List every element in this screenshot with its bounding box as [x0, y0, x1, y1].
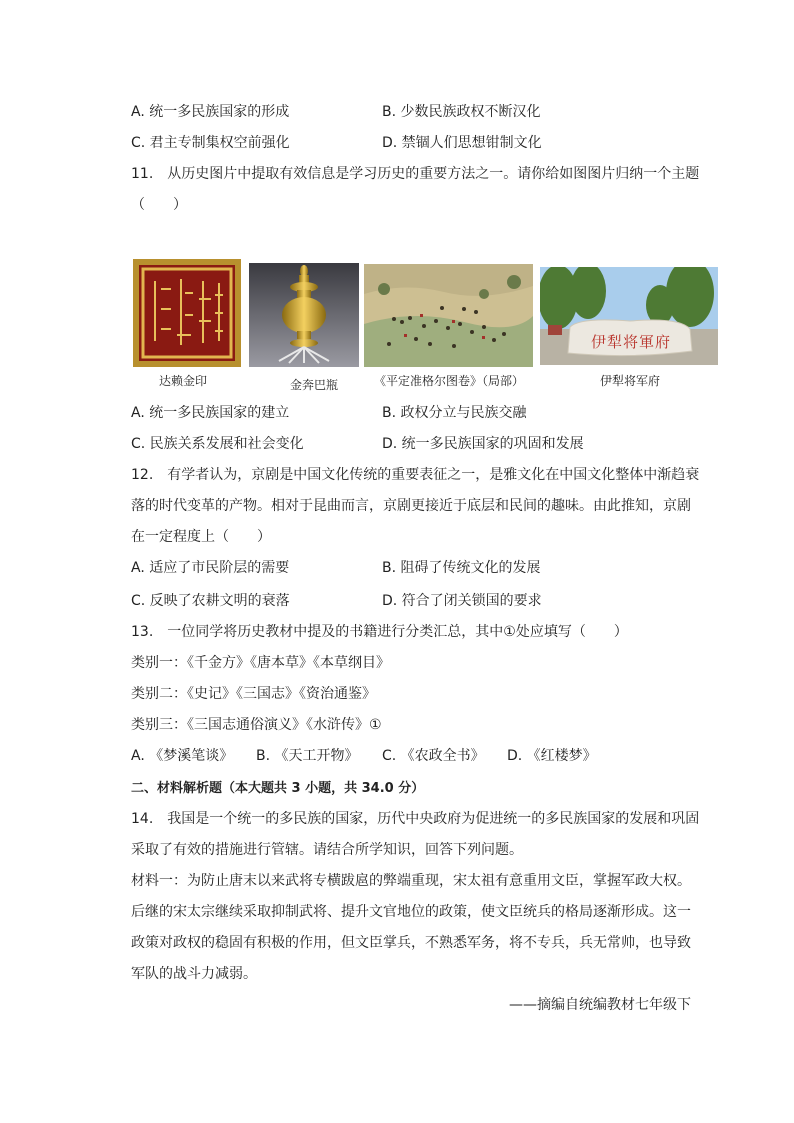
stone-inscription: 伊犁将軍府	[590, 333, 671, 351]
q11-option-c: C. 民族关系发展和社会变化	[131, 436, 304, 452]
q14-material-line3: 政策对政权的稳固有积极的作用，但文臣掌兵，不熟悉军务，将不专兵，兵无常帅，也导致	[131, 935, 691, 951]
q13-option-d: D. 《红楼梦》	[507, 748, 597, 764]
q14-material-line2: 后继的宋太宗继续采取抑制武将、提升文官地位的政策，使文臣统兵的格局逐渐形成。这一	[131, 904, 691, 920]
q13-category-2: 类别二：《史记》《三国志》《资治通鉴》	[131, 686, 376, 702]
q11-stem: 11. 从历史图片中提取有效信息是学习历史的重要方法之一。请你给如图图片归纳一个主题	[131, 166, 700, 182]
golden-urn-photo	[249, 263, 359, 367]
q11-option-a: A. 统一多民族国家的建立	[131, 405, 290, 421]
section-heading: 二、材料解析题（本大题共 3 小题，共 34.0 分）	[131, 781, 425, 796]
q11-option-d: D. 统一多民族国家的巩固和发展	[382, 436, 584, 452]
q11-stem-bracket: （ ）	[131, 197, 187, 213]
q13-option-c: C. 《农政全书》	[382, 748, 485, 764]
caption-ili-general-office: 伊犁将军府	[599, 374, 660, 388]
q12-option-d: D. 符合了闭关锁国的要求	[382, 593, 542, 609]
caption-golden-seal: 达赖金印	[158, 374, 207, 388]
q12-option-b: B. 阻碍了传统文化的发展	[382, 560, 541, 576]
q13-category-1: 类别一：《千金方》《唐本草》《本草纲目》	[131, 655, 390, 671]
q13-category-3: 类别三：《三国志通俗演义》《水浒传》①	[131, 717, 382, 733]
q10-option-b: B. 少数民族政权不断汉化	[382, 104, 541, 120]
q14-source: ——摘编自统编教材七年级下	[509, 997, 691, 1013]
q10-option-d: D. 禁锢人们思想钳制文化	[382, 135, 542, 151]
q10-option-c: C. 君主专制集权空前强化	[131, 135, 290, 151]
q10-option-a: A. 统一多民族国家的形成	[131, 104, 290, 120]
q13-stem: 13. 一位同学将历史教材中提及的书籍进行分类汇总，其中①处应填写（ ）	[131, 624, 628, 640]
q14-stem-line2: 采取了有效的措施进行管辖。请结合所学知识，回答下列问题。	[131, 842, 523, 858]
caption-battle-painting: 《平定准格尔图卷》（局部）	[373, 374, 524, 388]
caption-golden-urn: 金奔巴瓶	[289, 378, 338, 392]
q12-stem-line1: 12. 有学者认为，京剧是中国文化传统的重要表征之一，是雅文化在中国文化整体中渐趋衰	[131, 467, 700, 483]
q12-option-c: C. 反映了农耕文明的衰落	[131, 593, 290, 609]
golden-seal-photo	[133, 259, 241, 367]
q12-option-a: A. 适应了市民阶层的需要	[131, 560, 290, 576]
q12-stem-line2: 落的时代变革的产物。相对于昆曲而言，京剧更接近于底层和民间的趣味。由此推知，京剧	[131, 498, 691, 514]
ili-general-office-photo	[540, 267, 718, 365]
q13-option-a: A. 《梦溪笔谈》	[131, 748, 234, 764]
q11-option-b: B. 政权分立与民族交融	[382, 405, 527, 421]
q14-material-line1: 材料一：为防止唐末以来武将专横跋扈的弊端重现，宋太祖有意重用文臣，掌握军政大权。	[131, 873, 691, 889]
q13-option-b: B. 《天工开物》	[256, 748, 359, 764]
q14-stem-line1: 14. 我国是一个统一的多民族的国家，历代中央政府为促进统一的多民族国家的发展和巩固	[131, 811, 700, 827]
q14-material-line4: 军队的战斗力减弱。	[131, 966, 257, 982]
q12-stem-line3: 在一定程度上（ ）	[131, 529, 271, 545]
battle-painting-photo	[364, 264, 533, 367]
